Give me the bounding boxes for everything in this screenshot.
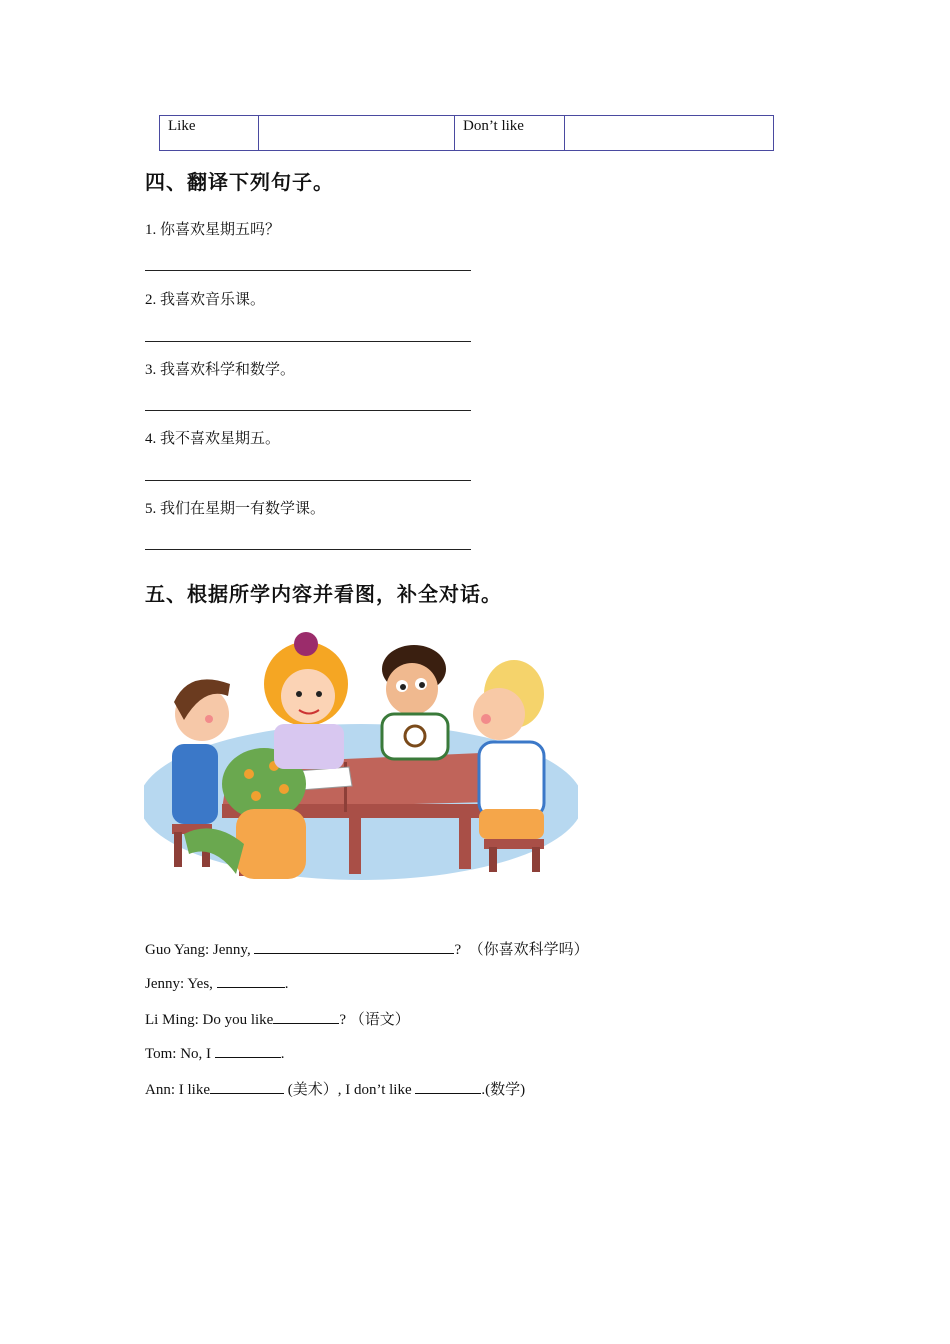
like-answer-cell[interactable] — [259, 116, 455, 150]
dialogue-2-prefix: Jenny: Yes, — [145, 976, 217, 992]
dialogue-2-suffix: . — [284, 976, 289, 992]
dialogue-5-suffix: .(数学) — [481, 1082, 526, 1098]
blank-4[interactable] — [215, 1043, 281, 1058]
like-label: Like — [160, 116, 259, 150]
dialogue-line-3 — [145, 1008, 410, 1029]
question-3: 3. 我喜欢科学和数学。 — [145, 362, 296, 378]
blank-2[interactable] — [217, 973, 285, 988]
blank-3[interactable] — [273, 1009, 339, 1024]
dialogue-line-2 — [145, 973, 288, 993]
blank-1[interactable] — [254, 939, 454, 954]
blank-5b[interactable] — [415, 1079, 481, 1094]
blank-5a[interactable] — [210, 1079, 284, 1094]
dialogue-5-prefix: Ann: I like — [145, 1082, 210, 1098]
dialogue-3-suffix: ? （语文） — [339, 1012, 410, 1028]
question-5: 5. 我们在星期一有数学课。 — [145, 501, 326, 517]
dialogue-1-suffix: ? （你喜欢科学吗） — [454, 942, 589, 958]
question-1: 1. 你喜欢星期五吗？ — [145, 222, 281, 238]
dialogue-line-1 — [145, 938, 589, 959]
answer-line-3[interactable] — [145, 410, 471, 411]
answer-line-5[interactable] — [145, 549, 471, 550]
dont-like-answer-cell[interactable] — [565, 116, 773, 150]
dont-like-label: Don’t like — [455, 116, 565, 150]
dialogue-3-prefix: Li Ming: Do you like — [145, 1012, 274, 1028]
dialogue-5-middle: (美术）, I don’t like — [284, 1082, 416, 1098]
question-2: 2. 我喜欢音乐课。 — [145, 292, 266, 308]
question-4: 4. 我不喜欢星期五。 — [145, 431, 281, 447]
answer-line-2[interactable] — [145, 341, 471, 342]
dialogue-1-prefix: Guo Yang: Jenny, — [145, 942, 255, 958]
dialogue-4-prefix: Tom: No, I — [145, 1046, 215, 1062]
classroom-illustration — [144, 624, 578, 904]
answer-line-1[interactable] — [145, 270, 471, 271]
answer-line-4[interactable] — [145, 480, 471, 481]
dialogue-line-4 — [145, 1043, 285, 1063]
like-dislike-table — [159, 115, 774, 151]
dialogue-4-suffix: . — [280, 1046, 285, 1062]
section5-title: 五、根据所学内容并看图，补全对话。 — [145, 582, 502, 606]
section4-title: 四、翻译下列句子。 — [145, 170, 334, 194]
dialogue-line-5 — [145, 1078, 525, 1099]
